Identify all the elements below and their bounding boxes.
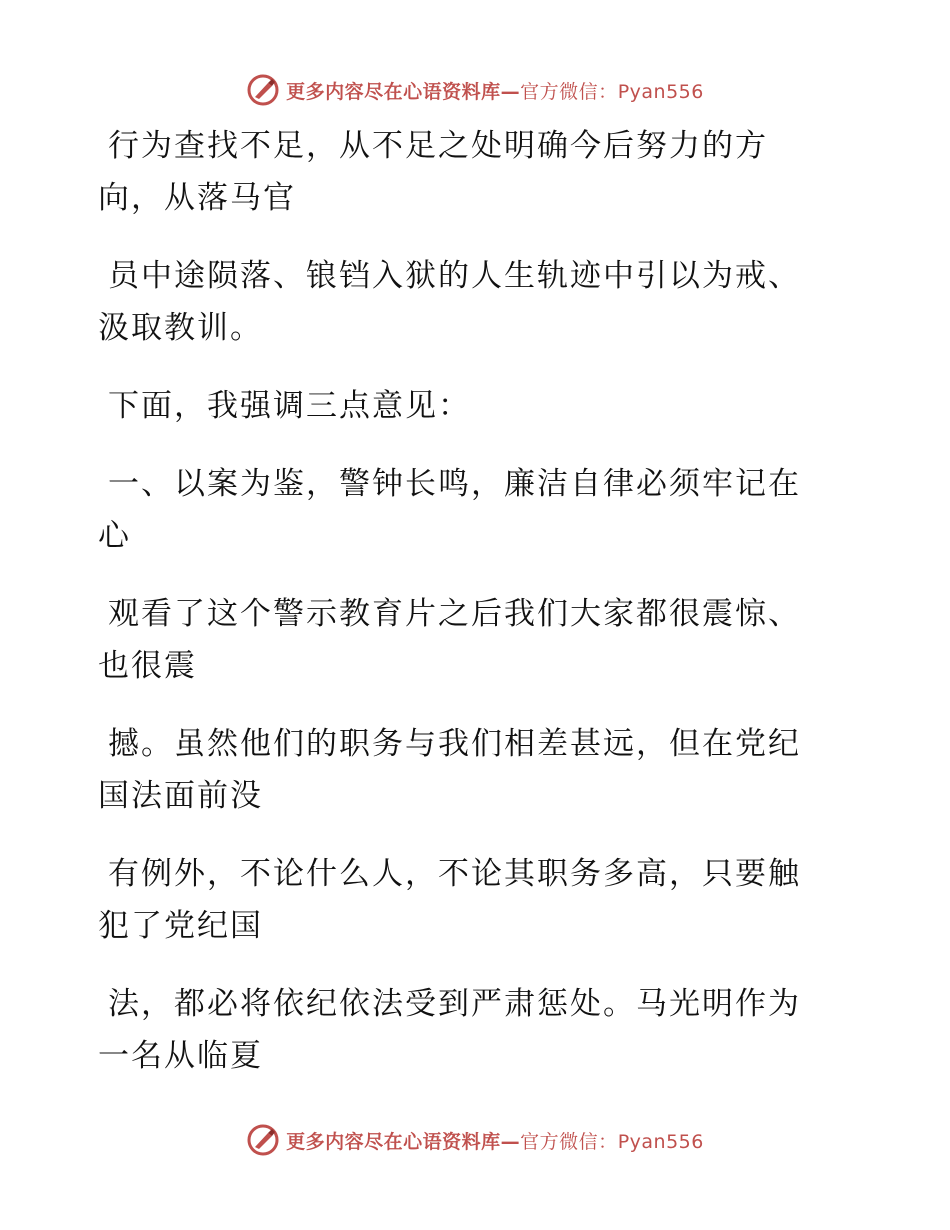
paragraph: 撼。虽然他们的职务与我们相差甚远，但在党纪 国法面前没 [98, 726, 801, 814]
brand-logo-icon [246, 73, 280, 107]
paragraph: 行为查找不足，从不足之处明确今后努力的方 向，从落马官 [98, 128, 768, 216]
watermark-text: 更多内容尽在心语资料库—官方微信：Pyan556 [286, 1130, 704, 1153]
document-body [98, 120, 838, 1108]
paragraph: 有例外，不论什么人，不论其职务多高，只要触 犯了党纪国 [98, 856, 801, 944]
paragraph: 员中途陨落、锒铛入狱的人生轨迹中引以为戒、 汲取教训。 [98, 258, 801, 346]
watermark-text: 更多内容尽在心语资料库—官方微信：Pyan556 [286, 80, 704, 103]
section-heading: 一、以案为鉴，警钟长鸣，廉洁自律必须牢记在 心 [98, 466, 801, 554]
paragraph: 法，都必将依纪依法受到严肃惩处。马光明作为 一名从临夏 [98, 986, 801, 1074]
footer-watermark [0, 1120, 950, 1160]
paragraph: 观看了这个警示教育片之后我们大家都很震惊、 也很震 [98, 596, 801, 684]
brand-logo-icon [246, 1123, 280, 1157]
header-watermark [0, 70, 950, 110]
paragraph: 下面，我强调三点意见： [108, 388, 471, 424]
